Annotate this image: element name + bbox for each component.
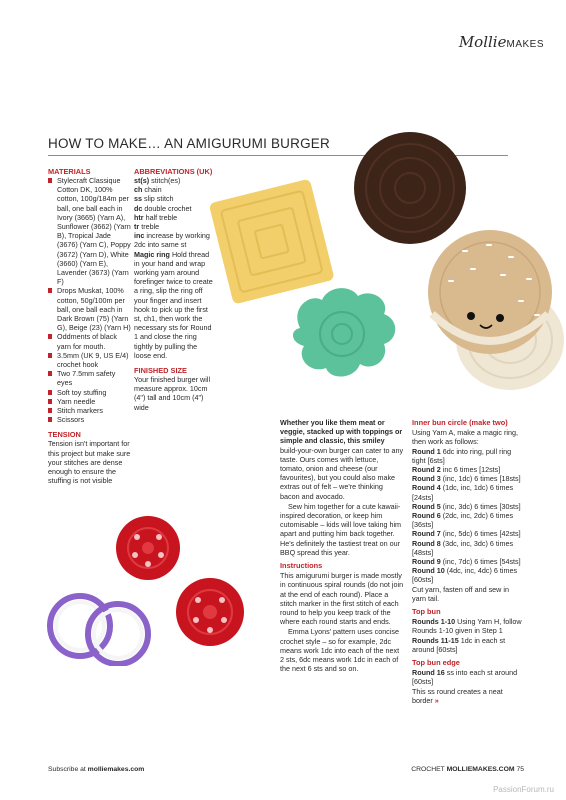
cheese-square bbox=[209, 179, 335, 305]
instructions-heading: Instructions bbox=[280, 561, 323, 571]
instructions-paragraph-2: Emma Lyons' pattern uses concise crochet style – so for example, 2dc means work 1dc into each of the next 2 sts, 6dc means work 1dc in each of the next 6 sts and so on. bbox=[280, 627, 400, 674]
brand-script: Mollie bbox=[458, 33, 507, 51]
abbr-entry bbox=[134, 222, 214, 231]
page-title: HOW TO MAKE… AN AMIGURUMI BURGER bbox=[48, 136, 330, 151]
inner-bun-heading: Inner bun circle (make two) bbox=[412, 418, 508, 427]
round-label: Round 9 bbox=[412, 557, 441, 567]
materials-item: Soft toy stuffing bbox=[48, 388, 132, 397]
round-line bbox=[412, 539, 524, 557]
footer-section: CROCHET bbox=[411, 766, 447, 773]
footer-subscribe-text: Subscribe at bbox=[48, 766, 88, 773]
round-label: Round 2 bbox=[412, 465, 441, 475]
round-text: (inc, 7dc) 6 times [54sts] bbox=[440, 557, 521, 567]
round-label: Round 1 bbox=[412, 446, 441, 456]
round-line bbox=[412, 502, 524, 511]
round-text: inc 6 times [12sts] bbox=[440, 465, 501, 475]
abbr-definition: double crochet bbox=[142, 203, 192, 213]
footer-right bbox=[411, 766, 524, 773]
round-label: Round 10 bbox=[412, 566, 445, 576]
abbr-entry bbox=[134, 250, 214, 360]
abbr-entry bbox=[134, 231, 214, 249]
round-line bbox=[412, 465, 524, 474]
round-text: 6dc into ring, pull ring tight [6sts] bbox=[412, 446, 512, 465]
abbr-term: htr bbox=[134, 212, 144, 222]
materials-item: Stitch markers bbox=[48, 406, 132, 415]
round-line bbox=[412, 617, 524, 635]
abbr-term: dc bbox=[134, 203, 143, 213]
abbr-term: ch bbox=[134, 185, 143, 195]
round-label: Round 16 bbox=[412, 668, 445, 678]
abbr-term: inc bbox=[134, 231, 145, 241]
abbr-term: ss bbox=[134, 194, 142, 204]
abbr-definition: stitch(es) bbox=[149, 176, 181, 185]
round-label: Round 5 bbox=[412, 501, 441, 511]
abbr-term: Magic ring bbox=[134, 249, 170, 259]
round-label: Round 4 bbox=[412, 483, 441, 493]
round-text: ss into each st around [60sts] bbox=[412, 668, 518, 687]
round-label: Round 8 bbox=[412, 538, 441, 548]
abbr-entry bbox=[134, 204, 214, 213]
watermark: PassionForum.ru bbox=[493, 785, 554, 794]
inner-bun-intro: Using Yarn A, make a magic ring, then work as follows: bbox=[412, 428, 518, 447]
burger-parts-photo bbox=[200, 118, 566, 398]
materials-heading: MATERIALS bbox=[48, 167, 91, 176]
tomato-slice-2 bbox=[176, 578, 244, 646]
tension-text: Tension isn't important for this project but make sure your stitches are dense enough to ensure the stuffing is not visible bbox=[48, 439, 131, 486]
abbr-definition: treble bbox=[139, 222, 160, 232]
instructions-paragraph-1: This amigurumi burger is made mostly in continuous spiral rounds (do not join at the end of each round). Place a stitch marker in the first stitch of each round to help you keep track of the where each round starts and ends. bbox=[280, 571, 404, 627]
materials-column bbox=[48, 167, 132, 486]
abbr-definition: chain bbox=[142, 185, 162, 195]
round-line bbox=[412, 557, 524, 566]
finished-size-text: Your finished burger will measure approx. 10cm (4") tall and 10cm (4") wide bbox=[134, 375, 211, 412]
round-line bbox=[412, 566, 524, 584]
patty-disc bbox=[354, 132, 466, 244]
continued-text: This ss round creates a neat border bbox=[412, 686, 503, 705]
footer-site-link[interactable]: molliemakes.com bbox=[87, 766, 145, 773]
brand-caps: MAKES bbox=[506, 39, 544, 50]
round-text: 1dc in each st around [60sts] bbox=[412, 635, 506, 654]
intro-paragraph-2: Sew him together for a cute kawaii-inspired decoration, or keep him cutomisable – kids will love taking him apart and putting him back together. He's definitely the tastiest treat on our BBQ spread this year. bbox=[280, 501, 402, 557]
round-line bbox=[412, 668, 524, 686]
right-eye bbox=[496, 314, 504, 322]
abbr-entry bbox=[134, 176, 214, 185]
brand-logo bbox=[459, 33, 544, 51]
round-line bbox=[412, 636, 524, 654]
round-text: (inc, 1dc) 6 times [18sts] bbox=[440, 474, 521, 484]
page-number: 75 bbox=[516, 766, 524, 773]
abbr-term: tr bbox=[134, 222, 140, 232]
lettuce-piece bbox=[293, 288, 395, 376]
tomato-slice-1 bbox=[116, 516, 180, 580]
abbr-term: st(s) bbox=[134, 176, 150, 185]
round-label: Round 6 bbox=[412, 511, 441, 521]
round-line bbox=[412, 529, 524, 538]
round-line bbox=[412, 474, 524, 483]
round-line bbox=[412, 511, 524, 529]
abbreviations-heading: ABBREVIATIONS (UK) bbox=[134, 167, 213, 176]
abbr-entry bbox=[134, 194, 214, 203]
intro-column bbox=[280, 418, 404, 674]
materials-item: Oddments of black yarn for mouth. bbox=[48, 332, 132, 350]
intro-lead: Whether you like them meat or veggie, stacked up with toppings or simple and classic, this smiley bbox=[280, 418, 403, 446]
tomato-onion-photo bbox=[44, 508, 244, 666]
inner-bun-outro: Cut yarn, fasten off and sew in yarn tail. bbox=[412, 584, 509, 603]
materials-item: Drops Muskat, 100% cotton, 50g/100m per ball, one ball each in Dark Brown (75) (Yarn G), Beige (23) (Yarn H) bbox=[48, 286, 132, 332]
round-text: (4dc, inc, 4dc) 6 times [60sts] bbox=[412, 566, 518, 585]
round-label: Rounds 1-10 bbox=[412, 617, 456, 627]
onion-rings bbox=[50, 596, 148, 664]
abbr-definition: increase by working 2dc into same st bbox=[134, 231, 210, 250]
top-bun-edge-heading: Top bun edge bbox=[412, 658, 460, 668]
abbr-definition: Hold thread in your hand and wrap working yarn around forefinger twice to create a ring, slip the ring off your finger and insert hook to pick up the first st, ch1, then work the necessary sts for Round 1 and close the ring tightly by pulling the loose end. bbox=[134, 249, 213, 360]
footer-left bbox=[48, 766, 144, 773]
round-label: Round 7 bbox=[412, 529, 441, 539]
abbr-definition: slip stitch bbox=[142, 194, 174, 204]
abbreviations-list bbox=[134, 176, 214, 360]
top-bun-heading: Top bun bbox=[412, 607, 441, 617]
top-bun bbox=[428, 230, 552, 354]
top-bun-edge-continued bbox=[412, 687, 524, 705]
round-label: Round 3 bbox=[412, 474, 441, 484]
tension-heading: TENSION bbox=[48, 430, 81, 440]
round-text: (1dc, inc, 1dc) 6 times [24sts] bbox=[412, 483, 514, 502]
abbreviations-column bbox=[134, 167, 214, 412]
round-text: (inc, 5dc) 6 times [42sts] bbox=[440, 529, 521, 539]
continue-arrow-icon: » bbox=[434, 695, 439, 705]
abbr-entry bbox=[134, 185, 214, 194]
round-label: Rounds 11-15 bbox=[412, 635, 459, 645]
materials-item: Yarn needle bbox=[48, 397, 132, 406]
materials-item: Two 7.5mm safety eyes bbox=[48, 369, 132, 387]
round-text: (3dc, inc, 3dc) 6 times [48sts] bbox=[412, 538, 514, 557]
materials-item: Scissors bbox=[48, 415, 132, 424]
materials-item: 3.5mm (UK 9, US E/4) crochet hook bbox=[48, 351, 132, 369]
intro-rest: build-your-own burger can cater to any taste. Ours comes with lettuce, tomato, onion and cheese (our favourites), but you could also make extras out of felt – we're thinking bacon and avocado. bbox=[280, 445, 404, 501]
footer-site: MOLLIEMAKES.COM bbox=[446, 766, 515, 773]
materials-list bbox=[48, 176, 132, 424]
round-line bbox=[412, 483, 524, 501]
round-text: (inc, 3dc) 6 times [30sts] bbox=[440, 501, 521, 511]
abbr-definition: half treble bbox=[143, 212, 178, 222]
round-text: Using Yarn H, follow Rounds 1-10 given in Step 1 bbox=[412, 617, 522, 636]
finished-size-heading: FINISHED SIZE bbox=[134, 366, 187, 376]
abbr-entry bbox=[134, 213, 214, 222]
materials-item: Stylecraft Classique Cotton DK, 100% cotton, 100g/184m per ball, one ball each in Ivory (3665) (Yarn A), Sunflower (3662) (Yarn B), Tropical Jade (3676) (Yarn C), Poppy (3672) (Yarn D), White (3660) (Yarn E), Lavender (3673) (Yarn F) bbox=[48, 176, 132, 286]
left-eye bbox=[467, 312, 475, 320]
pattern-column bbox=[412, 418, 524, 705]
round-line bbox=[412, 447, 524, 465]
round-text: (2dc, inc, 2dc) 6 times [36sts] bbox=[412, 511, 514, 530]
